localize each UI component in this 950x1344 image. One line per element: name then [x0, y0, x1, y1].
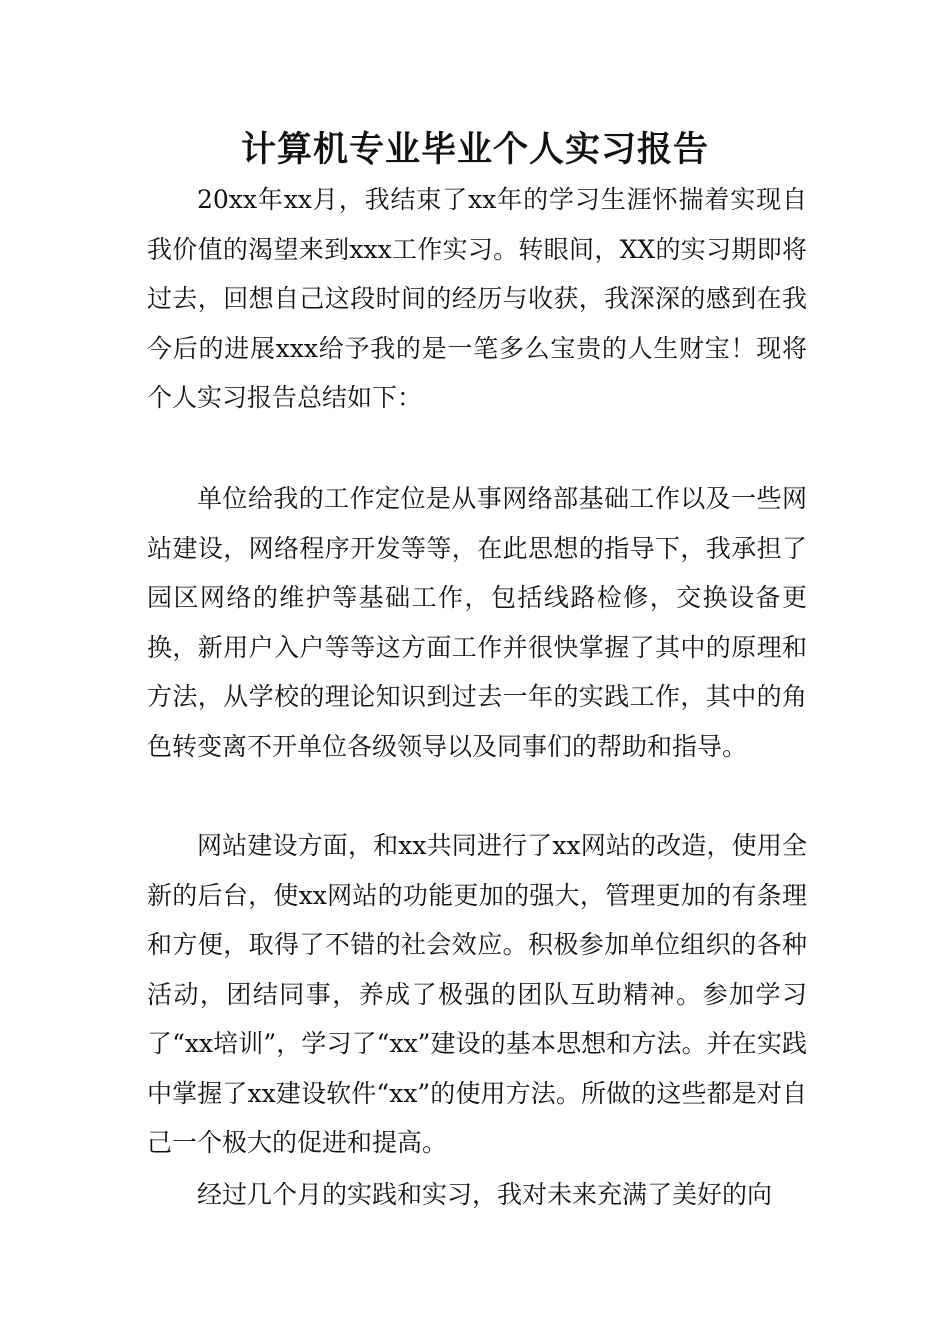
document-title: 计算机专业毕业个人实习报告 — [240, 130, 709, 170]
paragraph-work-role: 单位给我的工作定位是从事网络部基础工作以及一些网站建设，网络程序开发等等，在此思想的指导下，我承担了园区网络的维护等基础工作，包括线路检修，交换设备更换，新用户入户等等这方面工作并很快掌握了其中的原理和方法，从学校的理论知识到过去一年的实践工作，其中的角色转变离不开单位各级领导以及同事们的帮助和指导。 — [147, 484, 807, 761]
paragraph-intro: 20xx年xx月，我结束了xx年的学习生涯怀揣着实现自我价值的渴望来到xxx工作实习。转眼间，XX的实习期即将过去，回想自己这段时间的经历与收获，我深深的感到在我今后的进展xxx给予我的是一笔多么宝贵的人生财宝！现将个人实习报告总结如下： — [147, 185, 807, 412]
paragraph-conclusion: 经过几个月的实践和实习，我对未来充满了美好的向 — [197, 1180, 773, 1209]
paragraph-website-building: 网站建设方面，和xx共同进行了xx网站的改造，使用全新的后台，使xx网站的功能更加的强大，管理更加的有条理和方便，取得了不错的社会效应。积极参加单位组织的各种活动，团结同事，养成了极强的团队互助精神。参加学习了“xx培训”，学习了“xx”建设的基本思想和方法。并在实践中掌握了xx建设软件“xx”的使用方法。所做的这些都是对自己一个极大的促进和提高。 — [147, 831, 807, 1157]
